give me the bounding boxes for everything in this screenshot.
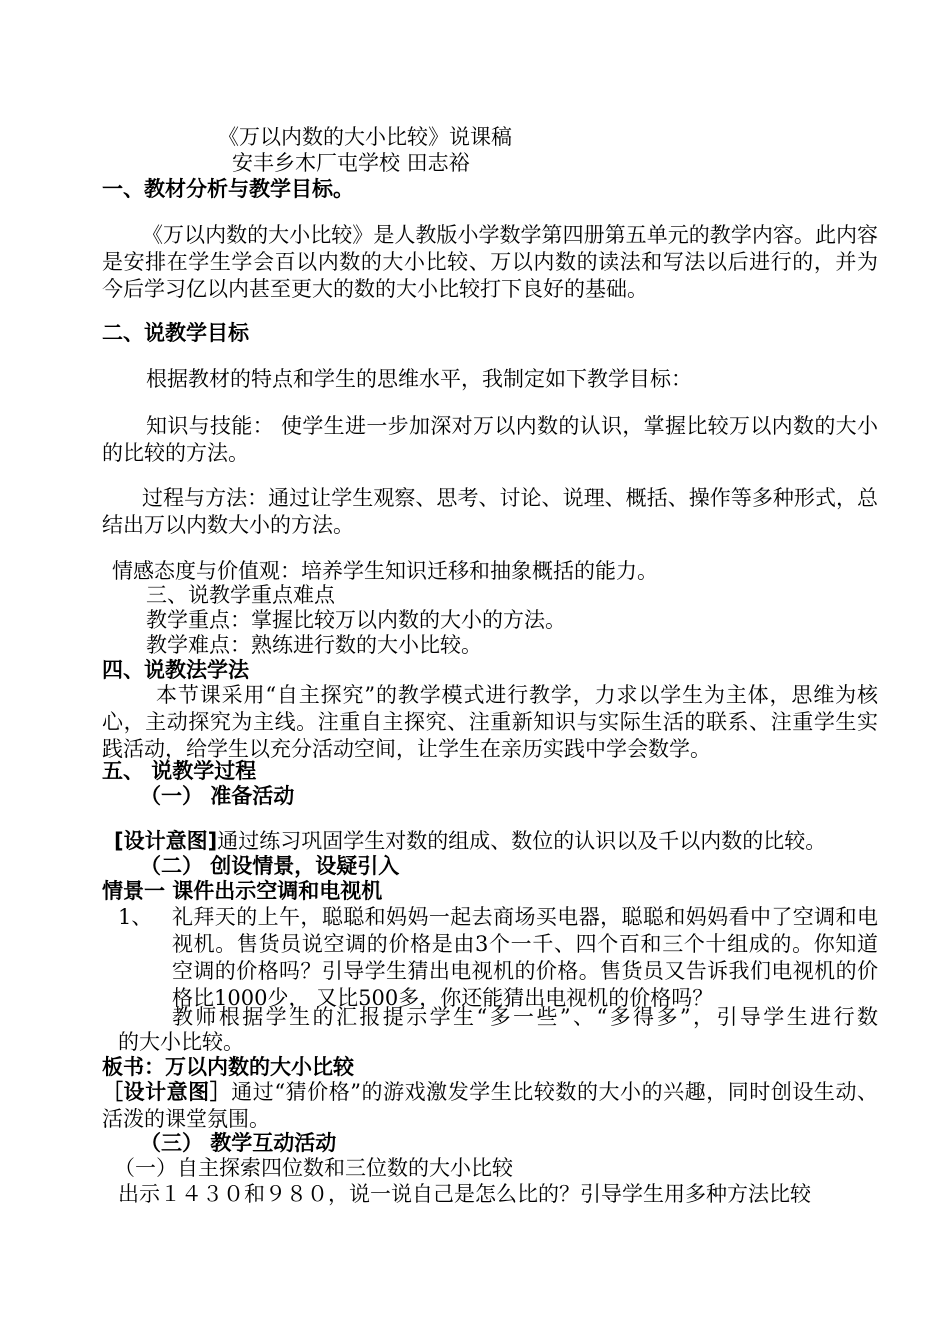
design-intent-2 [102, 1079, 878, 1133]
list-item-number: 1、 [118, 905, 153, 929]
section-heading-1: 一、教材分析与教学目标。 [102, 177, 354, 201]
subsection-interactive: （三） 教学互动活动 [140, 1131, 337, 1155]
objective-process: 过程与方法：通过让学生观察、思考、讨论、说理、概括、操作等多种形式，总结出万以内数大小的方法。 [102, 486, 878, 537]
section-heading-4: 四、说教法学法 [102, 658, 249, 682]
section-4-paragraph: 本节课采用“自主探究”的教学模式进行教学，力求以学生为主体，思维为核心，主动探究为主线。注重自主探究、注重新知识与实际生活的联系、注重学生实践活动，给学生以充分活动空间，让学生在亲历实践中学会数学。 [102, 683, 878, 761]
board-writing: 板书：万以内数的大小比较 [102, 1055, 354, 1079]
design-intent-2-text: 通过“猜价格”的游戏激发学生比较数的大小的兴趣，同时创设生动、活泼的课堂氛围。 [102, 1080, 878, 1131]
document-title: 《万以内数的大小比较》说课稿 [218, 125, 512, 149]
section-heading-3: 三、说教学重点难点 [146, 583, 335, 607]
design-intent-1 [114, 828, 826, 854]
section-1-paragraph: 《万以内数的大小比较》是人教版小学数学第四册第五单元的教学内容。此内容是安排在学生学会百以内数的大小比较、万以内数的读法和写法以后进行的，并为今后学习亿以内甚至更大的数的大小比较打下良好的基础。 [102, 223, 878, 301]
design-intent-label: [设计意图] [114, 829, 218, 853]
explore-heading: （一）自主探索四位数和三位数的大小比较 [114, 1156, 513, 1180]
teaching-difficulty: 教学难点：熟练进行数的大小比较。 [146, 633, 482, 657]
section-heading-5: 五、 说教学过程 [102, 759, 257, 783]
design-intent-2-label: ［设计意图］ [102, 1080, 232, 1104]
teacher-note-line1: 教师根据学生的汇报提示学生“多一些”、“多得多”，引导学生进行数 [172, 1005, 878, 1029]
objective-knowledge: 知识与技能： 使学生进一步加深对万以内数的认识，掌握比较万以内数的大小的比较的方法。 [102, 414, 878, 465]
list-item-text: 礼拜天的上午，聪聪和妈妈一起去商场买电器，聪聪和妈妈看中了空调和电视机。售货员说空调的价格是由3个一千、四个百和三个十组成的。你知道空调的价格吗？引导学生猜出电视机的价格。售货员又告诉我们电视机的价格比1000少， 又比500多，你还能猜出电视机的价格吗？ [172, 905, 878, 1010]
objective-emotion: 情感态度与价值观：培养学生知识迁移和抽象概括的能力。 [112, 559, 658, 583]
section-heading-2: 二、说教学目标 [102, 321, 249, 345]
subsection-scenario: （二） 创设情景，设疑引入 [140, 854, 400, 878]
explore-text: 出示１４３０和９８０，说一说自己是怎么比的？引导学生用多种方法比较 [118, 1182, 811, 1206]
objectives-intro: 根据教材的特点和学生的思维水平，我制定如下教学目标： [146, 367, 692, 391]
subsection-prep-activity: （一） 准备活动 [140, 784, 295, 808]
teaching-key-point: 教学重点：掌握比较万以内数的大小的方法。 [146, 608, 566, 632]
scene-one-heading: 情景一 课件出示空调和电视机 [102, 879, 383, 903]
teacher-note-line2: 的大小比较。 [118, 1030, 244, 1054]
design-intent-text: 通过练习巩固学生对数的组成、数位的认识以及千以内数的比较。 [217, 829, 827, 853]
author-line: 安丰乡木厂屯学校 田志裕 [232, 151, 470, 175]
